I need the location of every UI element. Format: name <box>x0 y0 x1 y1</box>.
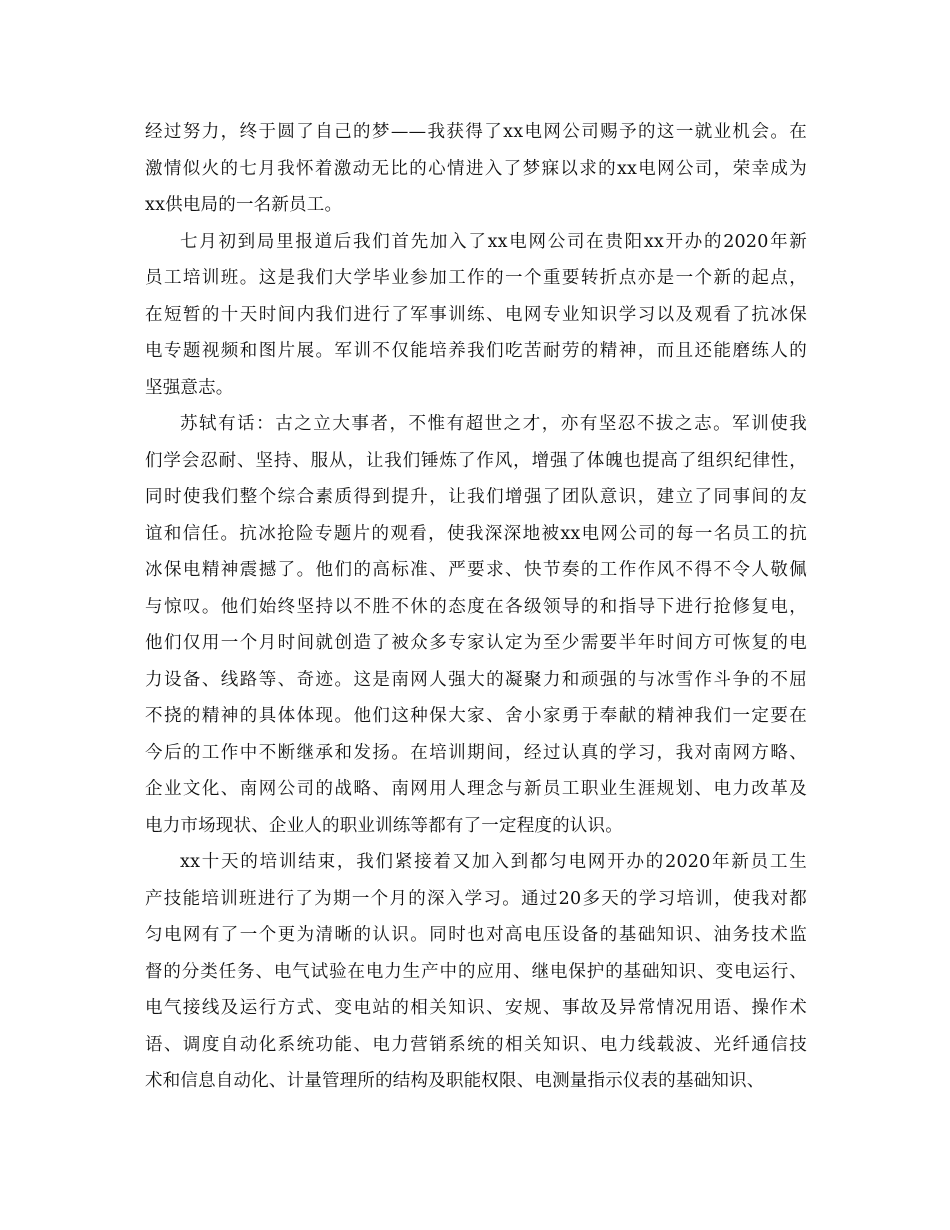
text-line: xx十天的培训结束，我们紧接着又加入到都匀电网开办的2020年新员工生 <box>180 852 807 872</box>
paragraph <box>0 224 950 407</box>
text-line: 冰保电精神震撼了。他们的高标准、严要求、快节奏的工作作风不得不令人敬佩 <box>145 560 807 580</box>
paragraph <box>0 406 950 844</box>
text-line: 坚强意志。 <box>145 377 234 398</box>
paragraph <box>0 114 950 224</box>
text-line: 们学会忍耐、坚持、服从，让我们锤炼了作风，增强了体魄也提高了组织纪律性， <box>145 450 807 471</box>
text-line: 产技能培训班进行了为期一个月的深入学习。通过20多天的学习培训，使我对都 <box>145 888 807 909</box>
text-line: 七月初到局里报道后我们首先加入了xx电网公司在贵阳xx开办的2020年新 <box>180 231 807 252</box>
text-line: 督的分类任务、电气试验在电力生产中的应用、继电保护的基础知识、变电运行、 <box>145 961 807 982</box>
text-line: xx供电局的一名新员工。 <box>145 195 343 215</box>
text-line: 电力市场现状、企业人的职业训练等都有了一定程度的认识。 <box>145 815 623 836</box>
text-line: 与惊叹。他们始终坚持以不胜不休的态度在各级领导的和指导下进行抢修复电， <box>145 596 807 617</box>
text-line: 企业文化、南网公司的战略、南网用人理念与新员工职业生涯规划、电力改革及 <box>145 779 807 799</box>
document-body <box>0 114 950 1100</box>
text-line: 在短暂的十天时间内我们进行了军事训练、电网专业知识学习以及观看了抗冰保 <box>145 304 807 325</box>
text-line: 苏轼有话：古之立大事者，不惟有超世之才，亦有坚忍不拔之志。军训使我 <box>180 414 807 434</box>
text-line: 电专题视频和图片展。军训不仅能培养我们吃苦耐劳的精神，而且还能磨练人的 <box>145 341 807 361</box>
text-line: 力设备、线路等、奇迹。这是南网人强大的凝聚力和顽强的与冰雪作斗争的不屈 <box>145 669 807 690</box>
text-line: 他们仅用一个月时间就创造了被众多专家认定为至少需要半年时间方可恢复的电 <box>145 633 807 653</box>
text-line: 同时使我们整个综合素质得到提升，让我们增强了团队意识，建立了同事间的友 <box>145 487 807 507</box>
paragraph <box>0 844 950 1100</box>
text-line: 员工培训班。这是我们大学毕业参加工作的一个重要转折点亦是一个新的起点， <box>145 268 807 288</box>
text-line: 术和信息自动化、计量管理所的结构及职能权限、电测量指示仪表的基础知识、 <box>145 1071 765 1091</box>
text-line: 谊和信任。抗冰抢险专题片的观看，使我深深地被xx电网公司的每一名员工的抗 <box>145 523 807 544</box>
text-line: 匀电网有了一个更为清晰的认识。同时也对高电压设备的基础知识、油务技术监 <box>145 925 807 945</box>
text-line: 语、调度自动化系统功能、电力营销系统的相关知识、电力线载波、光纤通信技 <box>145 1034 807 1055</box>
text-line: 激情似火的七月我怀着激动无比的心情进入了梦寐以求的xx电网公司，荣幸成为 <box>145 158 807 179</box>
text-line: 今后的工作中不断继承和发扬。在培训期间，经过认真的学习，我对南网方略、 <box>145 742 807 763</box>
text-line: 不挠的精神的具体体现。他们这种保大家、舍小家勇于奉献的精神我们一定要在 <box>145 706 807 726</box>
text-line: 电气接线及运行方式、变电站的相关知识、安规、事故及异常情况用语、操作术 <box>145 998 807 1018</box>
text-line: 经过努力，终于圆了自己的梦——我获得了xx电网公司赐予的这一就业机会。在 <box>145 122 807 142</box>
